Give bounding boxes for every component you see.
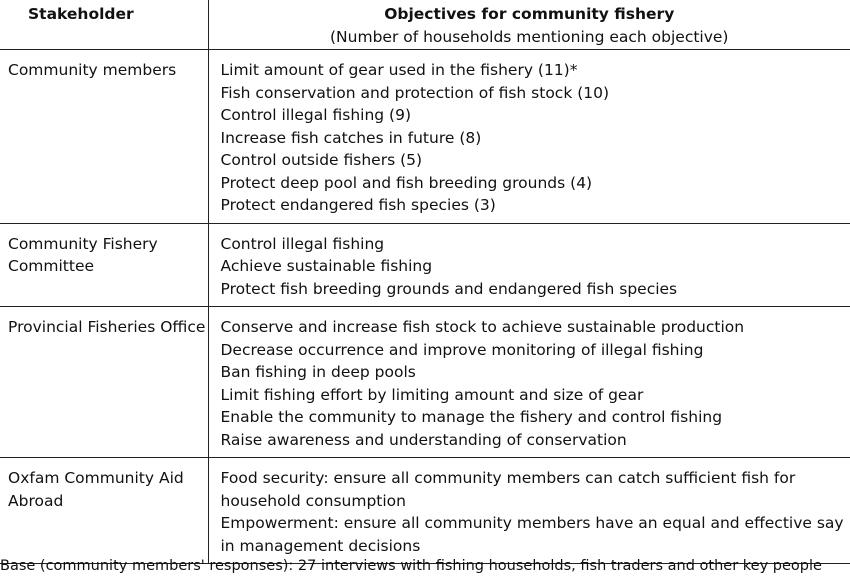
objectives-cell bbox=[208, 223, 850, 307]
objectives-header bbox=[208, 0, 850, 50]
objective-item: Limit amount of gear used in the fishery (11)* bbox=[220, 61, 578, 79]
table-row bbox=[0, 307, 850, 458]
stakeholder-cell: Community members bbox=[8, 61, 177, 79]
objective-item: Protect endangered fish species (3) bbox=[220, 196, 496, 214]
objective-item: Conserve and increase fish stock to achieve sustainable production bbox=[220, 318, 745, 336]
objectives-cell bbox=[208, 307, 850, 458]
objectives-header-title: Objectives for community fishery bbox=[384, 5, 675, 23]
table-row bbox=[0, 458, 850, 564]
objectives-cell bbox=[208, 50, 850, 224]
base-footnote: Base (community members' responses): 27 interviews with fishing households, fish traders and other key people bbox=[0, 558, 822, 574]
objective-item: Ban fishing in deep pools bbox=[220, 363, 416, 381]
header-row bbox=[0, 0, 850, 50]
objective-item: Decrease occurrence and improve monitoring of illegal fishing bbox=[220, 340, 704, 359]
objectives-cell bbox=[208, 458, 850, 564]
objectives-header-subtitle: (Number of households mentioning each objective) bbox=[330, 27, 729, 46]
objective-item: Achieve sustainable fishing bbox=[220, 257, 433, 275]
table-row bbox=[0, 223, 850, 307]
objective-item: Food security: ensure all community members can catch sufficient fish for household consumption bbox=[220, 469, 796, 510]
objective-item: Protect fish breeding grounds and endangered fish species bbox=[220, 279, 678, 298]
stakeholder-header: Stakeholder bbox=[28, 5, 134, 23]
objective-item: Raise awareness and understanding of conservation bbox=[220, 430, 627, 449]
stakeholder-cell: Provincial Fisheries Office bbox=[8, 318, 206, 336]
objective-item: Control outside fishers (5) bbox=[220, 151, 423, 169]
objective-item: Protect deep pool and fish breeding grounds (4) bbox=[220, 173, 593, 192]
objective-item: Limit fishing effort by limiting amount and size of gear bbox=[220, 385, 644, 404]
objective-item: Enable the community to manage the fishery and control fishing bbox=[220, 408, 723, 426]
stakeholder-cell: Oxfam Community Aid Abroad bbox=[8, 469, 184, 510]
objective-item: Increase fish catches in future (8) bbox=[220, 128, 482, 147]
objective-item: Empowerment: ensure all community members have an equal and effective say in management decisions bbox=[220, 514, 844, 555]
table-row bbox=[0, 50, 850, 224]
objective-item: Control illegal fishing (9) bbox=[220, 106, 411, 124]
stakeholder-cell: Community Fishery Committee bbox=[8, 234, 158, 275]
objective-item: Control illegal fishing bbox=[220, 234, 385, 253]
objective-item: Fish conservation and protection of fish stock (10) bbox=[220, 83, 610, 102]
